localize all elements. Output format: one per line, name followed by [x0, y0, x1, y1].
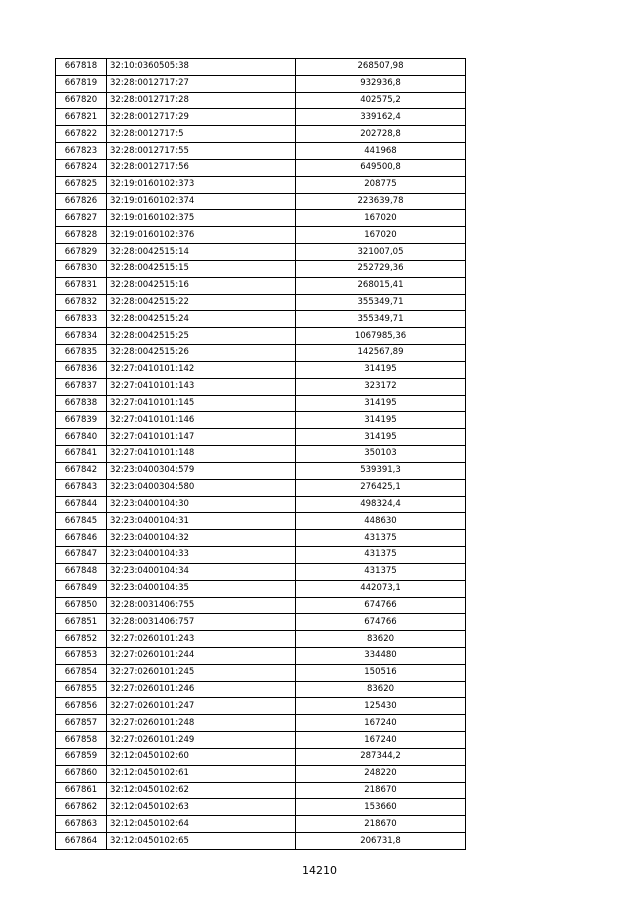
- cadastral-value-cell: 167020: [296, 227, 466, 244]
- table-row: [56, 143, 466, 160]
- row-number-cell: 667824: [56, 159, 107, 176]
- cadastral-value-cell: 252729,36: [296, 260, 466, 277]
- cadastral-value-cell: 142567,89: [296, 345, 466, 362]
- cadastral-number-cell: 32:28:0012717:28: [107, 92, 296, 109]
- table-row: [56, 782, 466, 799]
- cadastral-value-cell: 355349,71: [296, 294, 466, 311]
- cadastral-value-cell: 431375: [296, 530, 466, 547]
- table-row: [56, 176, 466, 193]
- table-row: [56, 681, 466, 698]
- cadastral-value-cell: 125430: [296, 698, 466, 715]
- row-number-cell: 667851: [56, 614, 107, 631]
- cadastral-value-cell: 314195: [296, 395, 466, 412]
- cadastral-number-cell: 32:28:0042515:16: [107, 277, 296, 294]
- cadastral-number-cell: 32:23:0400104:30: [107, 496, 296, 513]
- cadastral-number-cell: 32:28:0042515:14: [107, 244, 296, 261]
- row-number-cell: 667840: [56, 429, 107, 446]
- cadastral-number-cell: 32:23:0400104:31: [107, 513, 296, 530]
- cadastral-number-cell: 32:23:0400104:35: [107, 580, 296, 597]
- row-number-cell: 667855: [56, 681, 107, 698]
- table-row: [56, 210, 466, 227]
- cadastral-value-cell: 321007,05: [296, 244, 466, 261]
- table-row: [56, 294, 466, 311]
- cadastral-value-cell: 431375: [296, 563, 466, 580]
- cadastral-value-cell: 539391,3: [296, 462, 466, 479]
- cadastral-value-cell: 268507,98: [296, 59, 466, 76]
- cadastral-value-table: [55, 58, 466, 850]
- cadastral-number-cell: 32:28:0042515:22: [107, 294, 296, 311]
- cadastral-value-cell: 248220: [296, 765, 466, 782]
- table-row: [56, 446, 466, 463]
- cadastral-value-cell: 167020: [296, 210, 466, 227]
- table-row: [56, 75, 466, 92]
- page-number: 14210: [302, 864, 337, 877]
- cadastral-number-cell: 32:27:0260101:244: [107, 647, 296, 664]
- table-body: [56, 59, 466, 850]
- cadastral-number-cell: 32:28:0042515:25: [107, 328, 296, 345]
- table-row: [56, 614, 466, 631]
- cadastral-value-cell: 287344,2: [296, 748, 466, 765]
- cadastral-number-cell: 32:27:0410101:142: [107, 361, 296, 378]
- cadastral-number-cell: 32:28:0042515:15: [107, 260, 296, 277]
- cadastral-number-cell: 32:27:0410101:145: [107, 395, 296, 412]
- row-number-cell: 667842: [56, 462, 107, 479]
- row-number-cell: 667833: [56, 311, 107, 328]
- row-number-cell: 667841: [56, 446, 107, 463]
- cadastral-value-cell: 83620: [296, 631, 466, 648]
- table-row: [56, 345, 466, 362]
- table-row: [56, 277, 466, 294]
- table-row: [56, 126, 466, 143]
- cadastral-value-cell: 649500,8: [296, 159, 466, 176]
- row-number-cell: 667819: [56, 75, 107, 92]
- cadastral-number-cell: 32:28:0012717:29: [107, 109, 296, 126]
- row-number-cell: 667862: [56, 799, 107, 816]
- table-row: [56, 311, 466, 328]
- cadastral-number-cell: 32:27:0260101:247: [107, 698, 296, 715]
- table-row: [56, 159, 466, 176]
- table-row: [56, 513, 466, 530]
- cadastral-number-cell: 32:10:0360505:38: [107, 59, 296, 76]
- table-row: [56, 244, 466, 261]
- cadastral-value-cell: 167240: [296, 715, 466, 732]
- table-row: [56, 530, 466, 547]
- row-number-cell: 667852: [56, 631, 107, 648]
- row-number-cell: 667847: [56, 547, 107, 564]
- cadastral-number-cell: 32:28:0042515:24: [107, 311, 296, 328]
- row-number-cell: 667863: [56, 816, 107, 833]
- cadastral-number-cell: 32:27:0410101:148: [107, 446, 296, 463]
- cadastral-value-cell: 334480: [296, 647, 466, 664]
- cadastral-number-cell: 32:23:0400304:579: [107, 462, 296, 479]
- cadastral-value-cell: 498324,4: [296, 496, 466, 513]
- cadastral-value-cell: 442073,1: [296, 580, 466, 597]
- cadastral-value-cell: 448630: [296, 513, 466, 530]
- cadastral-value-cell: 932936,8: [296, 75, 466, 92]
- row-number-cell: 667858: [56, 732, 107, 749]
- table-row: [56, 563, 466, 580]
- row-number-cell: 667823: [56, 143, 107, 160]
- cadastral-value-cell: 323172: [296, 378, 466, 395]
- row-number-cell: 667839: [56, 412, 107, 429]
- cadastral-number-cell: 32:12:0450102:60: [107, 748, 296, 765]
- cadastral-value-cell: 153660: [296, 799, 466, 816]
- cadastral-number-cell: 32:19:0160102:375: [107, 210, 296, 227]
- row-number-cell: 667860: [56, 765, 107, 782]
- cadastral-value-cell: 339162,4: [296, 109, 466, 126]
- cadastral-number-cell: 32:27:0410101:143: [107, 378, 296, 395]
- table-row: [56, 378, 466, 395]
- cadastral-number-cell: 32:27:0260101:248: [107, 715, 296, 732]
- table-row: [56, 664, 466, 681]
- cadastral-number-cell: 32:28:0031406:755: [107, 597, 296, 614]
- row-number-cell: 667864: [56, 833, 107, 850]
- cadastral-value-cell: 355349,71: [296, 311, 466, 328]
- cadastral-number-cell: 32:27:0410101:147: [107, 429, 296, 446]
- table-row: [56, 429, 466, 446]
- cadastral-number-cell: 32:27:0260101:249: [107, 732, 296, 749]
- table-row: [56, 462, 466, 479]
- cadastral-number-cell: 32:28:0012717:55: [107, 143, 296, 160]
- table-row: [56, 631, 466, 648]
- cadastral-value-cell: 150516: [296, 664, 466, 681]
- row-number-cell: 667836: [56, 361, 107, 378]
- cadastral-number-cell: 32:12:0450102:65: [107, 833, 296, 850]
- cadastral-number-cell: 32:23:0400104:33: [107, 547, 296, 564]
- row-number-cell: 667825: [56, 176, 107, 193]
- cadastral-value-cell: 431375: [296, 547, 466, 564]
- cadastral-value-cell: 276425,1: [296, 479, 466, 496]
- row-number-cell: 667850: [56, 597, 107, 614]
- cadastral-number-cell: 32:28:0031406:757: [107, 614, 296, 631]
- cadastral-value-cell: 206731,8: [296, 833, 466, 850]
- row-number-cell: 667846: [56, 530, 107, 547]
- cadastral-value-cell: 674766: [296, 597, 466, 614]
- row-number-cell: 667829: [56, 244, 107, 261]
- row-number-cell: 667821: [56, 109, 107, 126]
- row-number-cell: 667859: [56, 748, 107, 765]
- cadastral-value-cell: 314195: [296, 429, 466, 446]
- cadastral-number-cell: 32:19:0160102:374: [107, 193, 296, 210]
- table-row: [56, 395, 466, 412]
- cadastral-value-cell: 208775: [296, 176, 466, 193]
- table-row: [56, 799, 466, 816]
- cadastral-number-cell: 32:28:0012717:27: [107, 75, 296, 92]
- table-row: [56, 227, 466, 244]
- cadastral-number-cell: 32:28:0012717:5: [107, 126, 296, 143]
- cadastral-value-cell: 314195: [296, 412, 466, 429]
- cadastral-number-cell: 32:27:0260101:246: [107, 681, 296, 698]
- table-row: [56, 816, 466, 833]
- row-number-cell: 667830: [56, 260, 107, 277]
- table-row: [56, 647, 466, 664]
- table-row: [56, 260, 466, 277]
- row-number-cell: 667856: [56, 698, 107, 715]
- cadastral-value-cell: 83620: [296, 681, 466, 698]
- cadastral-number-cell: 32:19:0160102:373: [107, 176, 296, 193]
- cadastral-value-cell: 202728,8: [296, 126, 466, 143]
- cadastral-value-cell: 167240: [296, 732, 466, 749]
- row-number-cell: 667835: [56, 345, 107, 362]
- cadastral-number-cell: 32:23:0400104:32: [107, 530, 296, 547]
- cadastral-number-cell: 32:27:0410101:146: [107, 412, 296, 429]
- table-row: [56, 479, 466, 496]
- row-number-cell: 667844: [56, 496, 107, 513]
- table-row: [56, 193, 466, 210]
- table-row: [56, 833, 466, 850]
- row-number-cell: 667854: [56, 664, 107, 681]
- row-number-cell: 667843: [56, 479, 107, 496]
- row-number-cell: 667826: [56, 193, 107, 210]
- row-number-cell: 667828: [56, 227, 107, 244]
- cadastral-value-cell: 223639,78: [296, 193, 466, 210]
- cadastral-value-cell: 218670: [296, 782, 466, 799]
- cadastral-value-cell: 441968: [296, 143, 466, 160]
- cadastral-number-cell: 32:12:0450102:63: [107, 799, 296, 816]
- cadastral-number-cell: 32:27:0260101:245: [107, 664, 296, 681]
- table-row: [56, 361, 466, 378]
- cadastral-value-cell: 402575,2: [296, 92, 466, 109]
- table-row: [56, 765, 466, 782]
- table-row: [56, 580, 466, 597]
- table-row: [56, 547, 466, 564]
- cadastral-number-cell: 32:12:0450102:64: [107, 816, 296, 833]
- row-number-cell: 667853: [56, 647, 107, 664]
- cadastral-number-cell: 32:19:0160102:376: [107, 227, 296, 244]
- table-row: [56, 597, 466, 614]
- table-row: [56, 59, 466, 76]
- row-number-cell: 667848: [56, 563, 107, 580]
- row-number-cell: 667849: [56, 580, 107, 597]
- row-number-cell: 667834: [56, 328, 107, 345]
- cadastral-value-cell: 674766: [296, 614, 466, 631]
- cadastral-number-cell: 32:28:0012717:56: [107, 159, 296, 176]
- table-row: [56, 328, 466, 345]
- row-number-cell: 667832: [56, 294, 107, 311]
- table-row: [56, 698, 466, 715]
- table-row: [56, 412, 466, 429]
- table-row: [56, 109, 466, 126]
- cadastral-value-cell: 350103: [296, 446, 466, 463]
- row-number-cell: 667861: [56, 782, 107, 799]
- row-number-cell: 667820: [56, 92, 107, 109]
- cadastral-number-cell: 32:23:0400104:34: [107, 563, 296, 580]
- row-number-cell: 667827: [56, 210, 107, 227]
- cadastral-number-cell: 32:12:0450102:61: [107, 765, 296, 782]
- cadastral-value-cell: 314195: [296, 361, 466, 378]
- table-row: [56, 732, 466, 749]
- table-row: [56, 715, 466, 732]
- cadastral-number-cell: 32:12:0450102:62: [107, 782, 296, 799]
- row-number-cell: 667838: [56, 395, 107, 412]
- cadastral-number-cell: 32:23:0400304:580: [107, 479, 296, 496]
- row-number-cell: 667837: [56, 378, 107, 395]
- cadastral-number-cell: 32:27:0260101:243: [107, 631, 296, 648]
- table-row: [56, 748, 466, 765]
- table-row: [56, 496, 466, 513]
- cadastral-value-cell: 1067985,36: [296, 328, 466, 345]
- cadastral-value-cell: 268015,41: [296, 277, 466, 294]
- cadastral-value-cell: 218670: [296, 816, 466, 833]
- row-number-cell: 667822: [56, 126, 107, 143]
- cadastral-number-cell: 32:28:0042515:26: [107, 345, 296, 362]
- table-row: [56, 92, 466, 109]
- row-number-cell: 667845: [56, 513, 107, 530]
- row-number-cell: 667818: [56, 59, 107, 76]
- row-number-cell: 667857: [56, 715, 107, 732]
- row-number-cell: 667831: [56, 277, 107, 294]
